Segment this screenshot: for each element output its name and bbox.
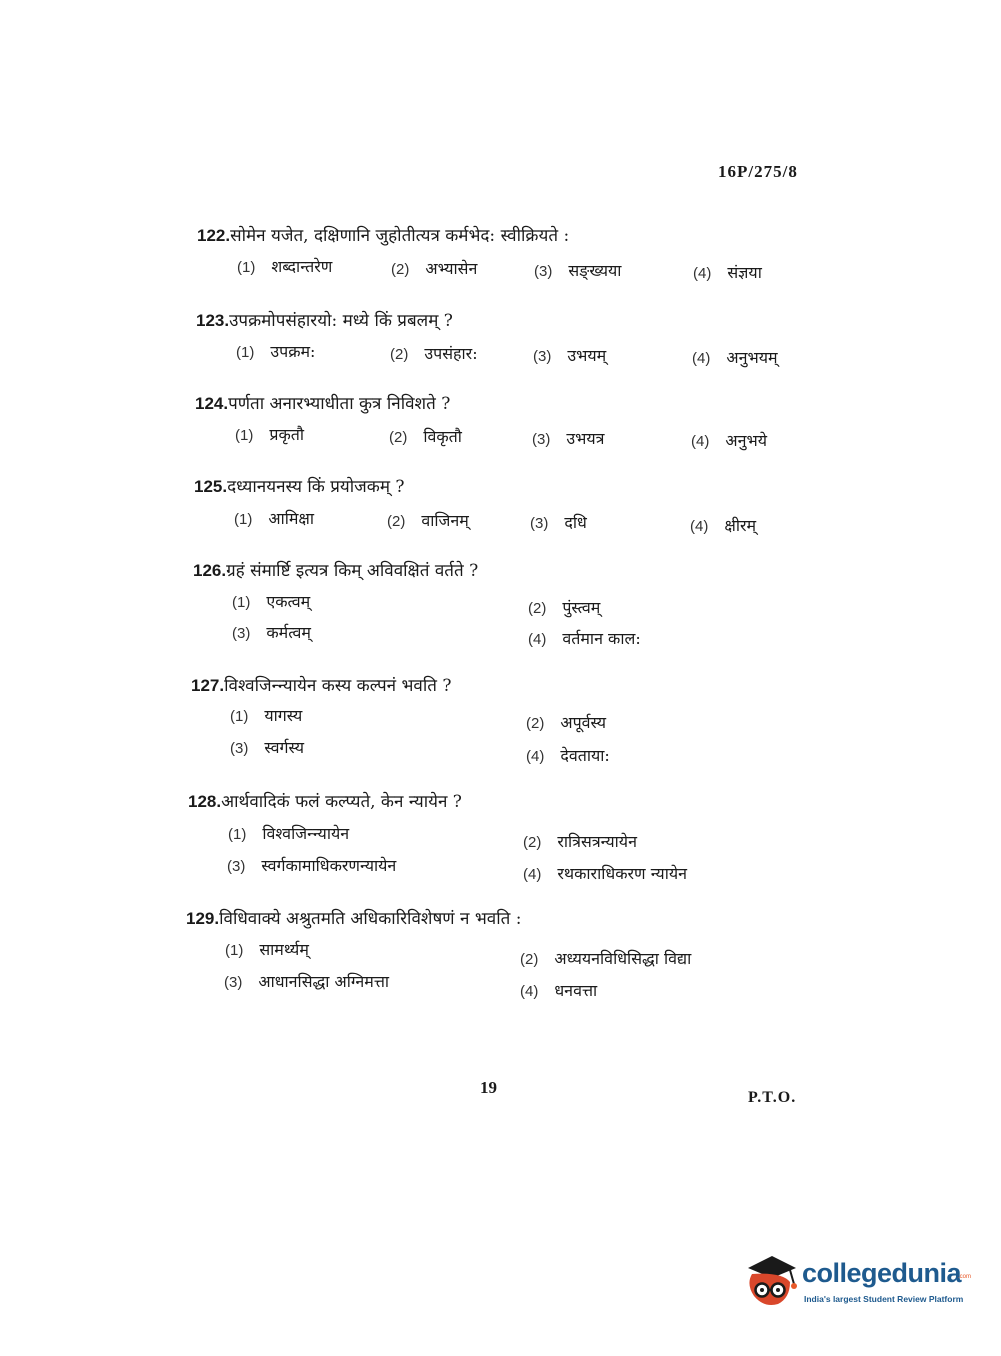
option-4: (4) क्षीरम् bbox=[690, 516, 757, 535]
question-number: 126. bbox=[193, 561, 227, 580]
paper-code: 16P/275/8 bbox=[718, 162, 798, 181]
option-2: (2) उपसंहार: bbox=[390, 344, 478, 363]
question-text: आर्थवादिकं फलं कल्प्यते, केन न्यायेन ? bbox=[221, 792, 462, 812]
option-2: (2) रात्रिसत्रन्यायेन bbox=[523, 832, 637, 851]
question-number: 122. bbox=[197, 226, 231, 245]
brand-tagline: India's largest Student Review Platform bbox=[804, 1294, 964, 1304]
brand-name: collegedunia bbox=[802, 1258, 962, 1288]
option-4: (4) संज्ञया bbox=[693, 263, 762, 282]
option-3: (3) सङ्ख्यया bbox=[534, 261, 622, 280]
question-number: 123. bbox=[196, 311, 230, 330]
question-number: 129. bbox=[186, 909, 220, 928]
option-4: (4) धनवत्ता bbox=[520, 981, 598, 1000]
option-3: (3) दधि bbox=[530, 513, 587, 532]
question-text: सोमेन यजेत, दक्षिणानि जुहोतीत्यत्र कर्मभेद: स्वीक्रियते : bbox=[230, 226, 570, 246]
question-number: 127. bbox=[191, 676, 225, 695]
option-3: (3) कर्मत्वम् bbox=[232, 623, 311, 642]
question-text: उपक्रमोपसंहारयो: मध्ये किं प्रबलम् ? bbox=[229, 311, 453, 331]
option-4: (4) वर्तमान काल: bbox=[528, 629, 641, 648]
brand-suffix: .com bbox=[958, 1274, 972, 1280]
option-3: (3) स्वर्गकामाधिकरणन्यायेन bbox=[227, 856, 397, 875]
option-4: (4) रथकाराधिकरण न्यायेन bbox=[523, 864, 688, 883]
question-number: 124. bbox=[195, 394, 229, 413]
question-text: ग्रहं संमार्ष्टि इत्यत्र किम् अविवक्षितं वर्तते ? bbox=[226, 561, 479, 581]
option-3: (3) उभयत्र bbox=[532, 429, 605, 448]
option-2: (2) अभ्यासेन bbox=[391, 259, 478, 278]
question-text: विधिवाक्ये अश्रुतमति अधिकारिविशेषणं न भवति : bbox=[219, 909, 522, 929]
option-1: (1) उपक्रम: bbox=[236, 342, 316, 361]
option-2: (2) अपूर्वस्य bbox=[526, 713, 607, 732]
question-number: 125. bbox=[194, 477, 228, 496]
option-2: (2) अध्ययनविधिसिद्धा विद्या bbox=[520, 949, 692, 968]
question-text: पर्णता अनारभ्याधीता कुत्र निविशते ? bbox=[228, 394, 451, 414]
option-1: (1) यागस्य bbox=[230, 706, 303, 725]
option-3: (3) आधानसिद्धा अग्निमत्ता bbox=[224, 972, 390, 991]
pto-label: P.T.O. bbox=[748, 1089, 797, 1106]
option-3: (3) उभयम् bbox=[533, 346, 607, 365]
question-text: विश्वजिन्न्यायेन कस्य कल्पनं भवति ? bbox=[224, 676, 452, 696]
option-4: (4) अनुभयम् bbox=[692, 348, 778, 367]
question-number: 128. bbox=[188, 792, 222, 811]
option-4: (4) देवताया: bbox=[526, 746, 610, 765]
option-1: (1) आमिक्षा bbox=[234, 509, 315, 528]
option-2: (2) वाजिनम् bbox=[387, 511, 469, 530]
page-number: 19 bbox=[480, 1078, 497, 1097]
option-4: (4) अनुभये bbox=[691, 431, 767, 450]
option-3: (3) स्वर्गस्य bbox=[230, 738, 304, 757]
option-2: (2) विकृतौ bbox=[389, 427, 462, 446]
option-1: (1) विश्वजिन्न्यायेन bbox=[228, 824, 350, 843]
option-1: (1) एकत्वम् bbox=[232, 592, 311, 611]
option-2: (2) पुंस्त्वम् bbox=[528, 598, 601, 617]
collegedunia-logo bbox=[742, 1250, 972, 1312]
option-1: (1) शब्दान्तरेण bbox=[237, 257, 333, 276]
question-text: दध्यानयनस्य किं प्रयोजकम् ? bbox=[227, 477, 405, 497]
option-1: (1) सामर्थ्यम् bbox=[225, 940, 309, 959]
mascot-icon bbox=[742, 1250, 800, 1310]
option-1: (1) प्रकृतौ bbox=[235, 425, 304, 444]
